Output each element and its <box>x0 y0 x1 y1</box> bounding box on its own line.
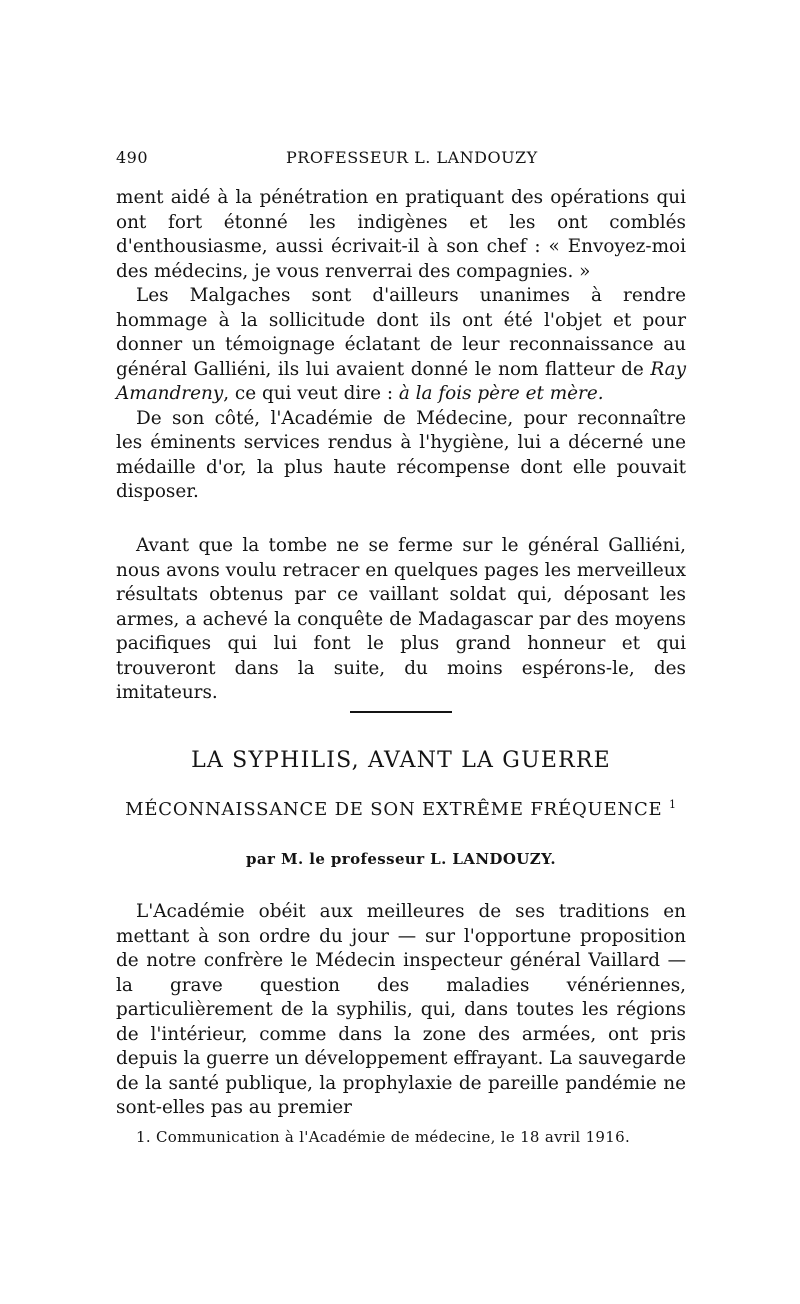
text-block-article <box>116 900 686 1121</box>
paragraph: L'Académie obéit aux meilleures de ses traditions en mettant à son ordre du jour — sur l'opportune proposition de notre confrère le Médecin inspecteur général Vaillard — la grave question des maladies vénériennes, particulièrement de la syphilis, qui, dans toutes les régions de l'intérieur, comme dans la zone des armées, ont pris depuis la guerre un développement effrayant. La sauvegarde de la santé publique, la prophylaxie de pareille pandémie ne sont-elles pas au premier <box>116 901 686 1118</box>
footnote: 1. Communication à l'Académie de médecine, le 18 avril 1916. <box>136 1128 631 1146</box>
italic-name: Ray Amandreny <box>116 358 686 404</box>
paragraph: De son côté, l'Académie de Médecine, pour reconnaître les éminents services rendus à l'hygiène, lui a décerné une médaille d'or, la plus haute récompense dont elle pouvait disposer. <box>116 407 686 502</box>
text-run: , ce qui veut dire : <box>223 383 399 404</box>
page-number: 490 <box>116 148 149 167</box>
section-divider <box>350 711 452 713</box>
text-block-conclusion <box>116 534 686 706</box>
paragraph: ment aidé à la pénétration en pratiquant des opérations qui ont fort étonné les indigènes et les ont comblés d'enthousiasme, aussi écrivait-il à son chef : « Envoyez-moi des médecins, je vous renverrai des compagnies. » <box>116 187 686 282</box>
text-run: Les Malgaches sont d'ailleurs unanimes à rendre hommage à la sollicitude dont ils ont été l'objet et pour donner un témoignage éclatant de leur reconnaissance au général Galliéni, ils lui avaient donné le nom flatteur de <box>116 285 686 380</box>
running-head <box>116 148 686 172</box>
italic-quote: à la fois père et mère. <box>398 383 604 404</box>
byline: par M. le professeur L. LANDOUZY. <box>246 850 556 868</box>
article-subtitle <box>116 798 686 820</box>
footnote-marker: 1 <box>669 798 677 811</box>
running-title: PROFESSEUR L. LANDOUZY <box>286 148 538 167</box>
paragraph <box>116 284 686 407</box>
subtitle-text: MÉCONNAISSANCE DE SON EXTRÊME FRÉQUENCE <box>125 799 663 820</box>
paragraph: Avant que la tombe ne se ferme sur le général Galliéni, nous avons voulu retracer en quelques pages les merveilleux résultats obtenus par ce vaillant soldat qui, déposant les armes, a achevé la conquête de Madagascar par des moyens pacifiques qui lui font le plus grand honneur et qui trouveront dans la suite, du moins espérons-le, des imitateurs. <box>116 535 686 703</box>
article-title: LA SYPHILIS, AVANT LA GUERRE <box>191 748 611 773</box>
text-block-gallieni <box>116 186 686 505</box>
